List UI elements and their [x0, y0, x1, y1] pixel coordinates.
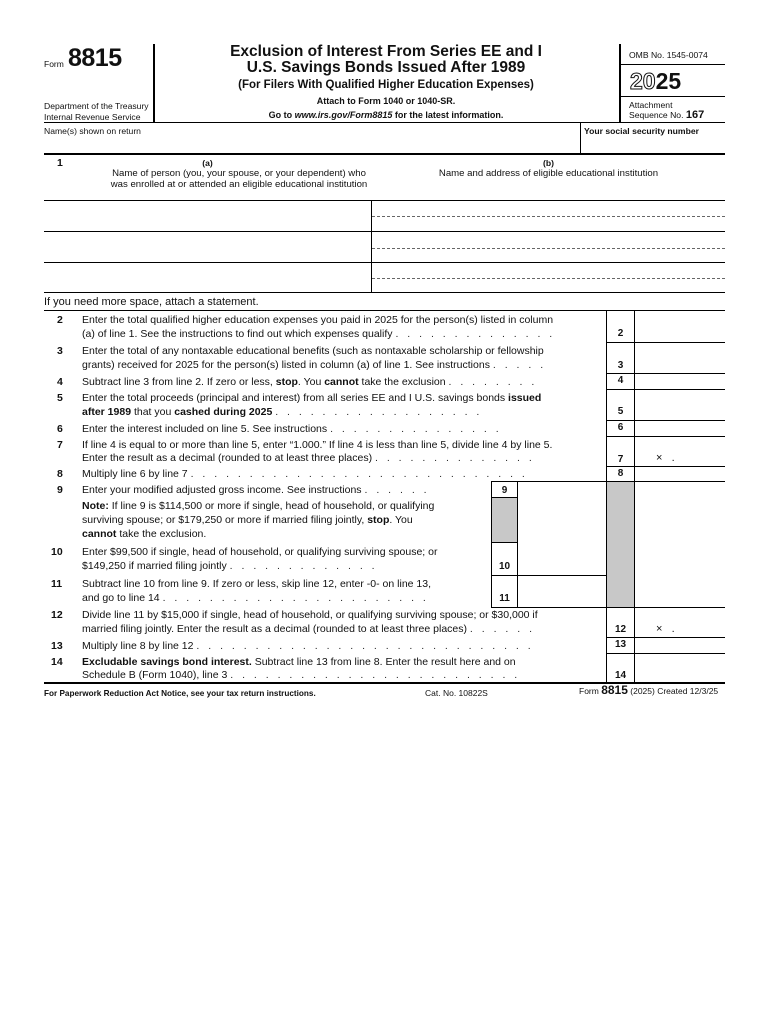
line10-number: 10 [51, 546, 63, 558]
line9-amount-input[interactable] [518, 482, 606, 496]
ssn-input[interactable] [584, 136, 724, 152]
sequence-number: 167 [685, 109, 705, 121]
line9-number: 9 [57, 484, 63, 496]
line13-box-label: 13 [614, 639, 627, 650]
line2-amount-input[interactable] [635, 312, 725, 341]
ssn-divider [580, 122, 581, 154]
form-title-line2: U.S. Savings Bonds Issued After 1989 [246, 59, 526, 76]
line11-number: 11 [51, 578, 63, 590]
line3-number: 3 [57, 345, 63, 357]
line2-box-label: 2 [617, 328, 624, 339]
line6-box-label: 6 [617, 422, 624, 433]
line1-row2-address-line [372, 248, 725, 249]
header-bottom-rule [44, 122, 725, 123]
year-divider [620, 96, 725, 97]
line2-number: 2 [57, 314, 63, 326]
omb-divider [620, 64, 725, 65]
line3-box-label: 3 [617, 360, 624, 371]
department-line1: Department of the Treasury [44, 101, 149, 111]
line8-box-label: 8 [617, 468, 624, 479]
line7-number: 7 [57, 439, 63, 451]
line8-amount-input[interactable] [635, 467, 725, 480]
line13-number: 13 [51, 640, 63, 652]
line10-text2: $149,250 if married filing jointly . . . . . . . . . . . . . [82, 560, 378, 572]
col-a-heading-line1: Name of person (you, your spouse, or your dependent) who [112, 168, 366, 179]
line9-note3: cannot take the exclusion. [82, 528, 207, 540]
line1-row1-person-input[interactable] [44, 201, 370, 231]
right-col-shaded-9-11 [607, 481, 634, 607]
line7-decimal-input[interactable]: × . [656, 452, 675, 464]
footer-form-id: Form 8815 (2025) Created 12/3/25 [579, 683, 719, 697]
line2-text2: (a) of line 1. See the instructions to find out which expenses qualify . . . . . . . . . . . . . . [82, 328, 556, 340]
line1-row1-address-line [372, 216, 725, 217]
line5-amount-input[interactable] [635, 390, 725, 419]
irs-url-link[interactable]: www.irs.gov/Form8815 [294, 110, 393, 120]
line1-bottom-rule [44, 310, 725, 311]
line11-text1: Subtract line 10 from line 9. If zero or less, skip line 12, enter -0- on line 13, [82, 578, 432, 590]
line5-text2: after 1989 that you cashed during 2025 . . . . . . . . . . . . . . . . . . [82, 406, 483, 418]
line6-rule [606, 436, 725, 437]
line12-number: 12 [51, 609, 63, 621]
line5-number: 5 [57, 392, 63, 404]
line14-box-label: 14 [614, 670, 627, 681]
line6-text: Enter the interest included on line 5. See instructions . . . . . . . . . . . . . . . [82, 423, 502, 435]
line7-box-label: 7 [617, 454, 624, 465]
col-a-heading-line2: was enrolled at or attended an eligible educational institution [110, 179, 368, 190]
line9-box-label: 9 [501, 485, 508, 496]
line13-amount-input[interactable] [635, 638, 725, 652]
line10-amount-input[interactable] [518, 544, 606, 574]
line1-row2-person-input[interactable] [44, 232, 370, 262]
line9-note1: Note: If line 9 is $114,500 or more if single, head of household, or qualifying [82, 500, 435, 512]
line1-number: 1 [57, 157, 63, 169]
line1-row3-institution-input[interactable] [372, 263, 725, 291]
tax-year: 2025 [630, 68, 682, 94]
inner-shaded-note [492, 497, 517, 542]
line1-row3-address-line [372, 278, 725, 279]
line10-text1: Enter $99,500 if single, head of household, or qualifying surviving spouse; or [82, 546, 438, 558]
header-right-divider [619, 44, 621, 122]
line1-row3-rule [44, 292, 725, 293]
department-line2: Internal Revenue Service [44, 112, 141, 122]
names-input[interactable] [44, 136, 579, 152]
line1-row3-person-input[interactable] [44, 263, 370, 291]
form-subtitle: (For Filers With Qualified Higher Education Expenses) [238, 79, 534, 91]
form-label: Form [44, 59, 64, 69]
line11-amount-input[interactable] [518, 576, 606, 606]
ssn-label: Your social security number [584, 126, 699, 136]
line4-text: Subtract line 3 from line 2. If zero or less, stop. You cannot take the exclusion . . . . . . . . [82, 376, 538, 388]
line12-text1: Divide line 11 by $15,000 if single, head of household, or qualifying surviving spouse; or $30,000 if [82, 609, 538, 621]
line12-box-label: 12 [614, 624, 627, 635]
line3-text1: Enter the total of any nontaxable educational benefits (such as nontaxable scholarship or fellowship [82, 345, 544, 357]
col-b-letter: (b) [543, 158, 554, 168]
line4-number: 4 [57, 376, 63, 388]
line4-box-label: 4 [617, 375, 624, 386]
col-b-heading: Name and address of eligible educational institution [438, 168, 659, 179]
form-number: 8815 [68, 44, 122, 72]
line7-text1: If line 4 is equal to or more than line 5, enter “1.000.” If line 4 is less than line 5, divide line 4 by line 5. [82, 439, 553, 451]
attachment-label: Attachment [629, 100, 673, 110]
line5-box-label: 5 [617, 406, 624, 417]
line4-amount-input[interactable] [635, 374, 725, 388]
line9-note2: surviving spouse; or $179,250 or more if married filing jointly, stop. You [82, 514, 413, 526]
line11-text2: and go to line 14 . . . . . . . . . . . . . . . . . . . . . . . [82, 592, 429, 604]
line11-rule [491, 607, 725, 608]
line9-text: Enter your modified adjusted gross income. See instructions . . . . . . [82, 484, 430, 496]
line12-text2: married filing jointly. Enter the result as a decimal (rounded to at least three places) . . . . . . [82, 623, 536, 635]
line13-text: Multiply line 8 by line 12 . . . . . . . . . . . . . . . . . . . . . . . . . . . . . [82, 640, 534, 652]
names-label: Name(s) shown on return [44, 126, 141, 136]
line2-text1: Enter the total qualified higher education expenses you paid in 2025 for the person(s) listed in column [82, 314, 554, 326]
line11-box-label: 11 [499, 593, 510, 604]
col-a-letter: (a) [202, 158, 213, 168]
paperwork-notice: For Paperwork Reduction Act Notice, see your tax return instructions. [44, 689, 316, 698]
line1-row2-institution-input[interactable] [372, 232, 725, 262]
line14-number: 14 [51, 656, 63, 668]
omb-number: OMB No. 1545-0074 [629, 50, 708, 60]
sequence-label: Sequence No. 167 [629, 109, 705, 121]
names-bottom-rule [44, 153, 725, 155]
line14-text2: Schedule B (Form 1040), line 3 . . . . . . . . . . . . . . . . . . . . . . . . . [82, 669, 521, 681]
line7-text2: Enter the result as a decimal (rounded to at least three places) . . . . . . . . . . . . . . [82, 452, 535, 464]
line9-box-rule [491, 497, 517, 498]
line3-text2: grants) received for 2025 for the person(s) listed in column (a) of line 1. See instructions . . . . . [82, 359, 547, 371]
line6-amount-input[interactable] [635, 421, 725, 435]
line10-box-label: 10 [498, 561, 511, 572]
line8-number: 8 [57, 468, 63, 480]
line6-number: 6 [57, 423, 63, 435]
catalog-number: Cat. No. 10822S [425, 688, 488, 698]
form-title-line1: Exclusion of Interest From Series EE and I [230, 43, 542, 60]
line3-amount-input[interactable] [635, 343, 725, 372]
line8-text: Multiply line 6 by line 7 . . . . . . . . . . . . . . . . . . . . . . . . . . . . . [82, 468, 528, 480]
attach-instruction: Attach to Form 1040 or 1040-SR. [316, 96, 456, 106]
line5-text1: Enter the total proceeds (principal and interest) from all series EE and I U.S. savings bonds issued [82, 392, 542, 404]
line14-amount-input[interactable] [635, 654, 725, 681]
more-space-note: If you need more space, attach a statement. [44, 296, 259, 308]
line9-rule [491, 542, 517, 543]
line12-decimal-input[interactable]: × . [656, 623, 675, 635]
goto-instruction: Go to www.irs.gov/Form8815 for the latest information. [268, 110, 504, 120]
line14-text1: Excludable savings bond interest. Subtract line 13 from line 8. Enter the result here and on [82, 656, 516, 668]
